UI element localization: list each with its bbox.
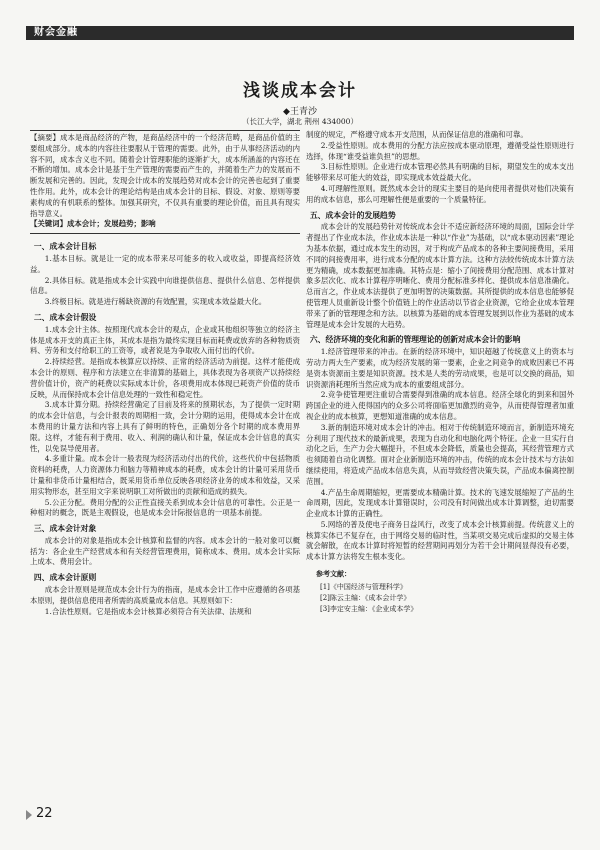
section-heading: 三、成本会计对象 [33, 524, 97, 534]
body-paragraph: 4.可理解性原则。既然成本会计的现实主要目的是向使用者提供对他们决策有用的成本信息，那么可理解性便是重要的一个质量特征。 [306, 183, 574, 204]
references [306, 569, 574, 615]
section-heading: 二、成本会计假设 [33, 312, 97, 322]
body-paragraph: 4.多重计量。成本会计一般表现为经济活动付出的代价，这些代价中包括物质资料的耗费，人力资源体力和脑力等精神成本的耗费，成本会计的计量可采用货币计量和非货币计量相结合，既采用货币单位反映各项经济业务的成本和效益，又采用实物形态，甚至用文字来说明职工对所做出的贡献和造成的损失。 [30, 454, 300, 496]
right-column [306, 130, 574, 615]
reference-item: [2]陈云主编：《成本会计学》 [320, 593, 411, 602]
body-paragraph: 1.经济管理带来的冲击。在新的经济环境中，知识超越了传统意义上的资本与劳动力两大生产要素，成为经济发展的第一要素，企业之间竞争的成败因素已不再是资本资源而主要是知识资源。技术是人类的劳动成果，也是可以交换的商品，知识资源消耗理所当然应成为成本的重要组成部分。 [306, 347, 574, 389]
article-title: 浅谈成本会计 [243, 81, 357, 101]
body-paragraph: 1.基本目标。就是让一定的成本带来尽可能多的收入或收益，即提高经济效益。 [30, 253, 300, 274]
body-paragraph: 成本会计原则是规范成本会计行为的指南，是成本会计工作中应遵循的各项基本原则，提供信息使用者所需的高质量成本信息。其原则如下： [30, 585, 300, 605]
body-paragraph: 成本会计的对象是指成本会计核算和监督的内容。成本会计的一般对象可以概括为：各企业生产经营成本和有关经营管理费用，简称成本、费用。成本会计实际上成本、费用会计。 [30, 535, 300, 567]
reference-item: [1]《中国经济与管理科学》 [320, 582, 407, 591]
section-heading: 四、成本会计原则 [33, 573, 97, 583]
article-author: ◆王青沙 [283, 107, 317, 117]
body-paragraph: 3.目标性原则。企业进行成本管理必然具有明确的目标，期望发生的成本支出能够带来尽可能大的效益，即实现成本效益最大化。 [306, 162, 574, 183]
abstract-text: 【摘要】成本是商品经济的产物，是商品经济中的一个经济范畴，是商品价值的主要组成部分。成本的内容往往要服从于管理的需要。此外，由于从事经济活动的内容不同，成本含义也不同。随着会计管理职能的逐渐扩大，成本所涵盖的内容还在不断的增加。成本会计是基于生产管理的需要而产生的，并随着生产力的发展而不断发展和完善的。因此，发现会计成本的发展趋势对成本会计的完善也起到了重要性作用。此外，成本会计的理论结构是由成本会计的目标、假设、对象、原则等要素构成的有机联系的整体。加强其研究，不仅具有重要的理论价值，而且具有现实指导意义。 [30, 133, 300, 218]
body-paragraph: 2.具体目标。就是指成本会计实践中向谁提供信息、提供什么信息、怎样提供信息。 [30, 275, 300, 296]
body-paragraph: 3.新的制造环境对成本会计的冲击。相对于传统制造环境而言，新制造环境充分利用了现代技术的最新成果，表现为自动化和电脑化两个特征。企业一旦实行自动化之后，生产力会大幅提升，不但成本会降低，质量也会提高，其经营管理方式也须随着自动化调整。面对企业新制造环境的冲击，传统的成本会计技术与方法如继续使用，将造成产品成本信息失真，从而导致经营决策失误，产品成本偏离控制范围。 [306, 422, 574, 486]
body-paragraph: 4.产品生命周期缩短，更需要成本精确计算。技术的飞速发展缩短了产品的生命周期，因此，发现成本计算错误时，公司没有时间做出成本计算调整，迫切需要企业成本计算的正确性。 [306, 487, 574, 519]
body-paragraph: 2.竞争使管理更注重切合需要得到准确的成本信息。经济全球化的到来和国外跨国企业的进入使得国内的众多公司将面临更加激烈的竞争，从而使得管理者加重视企业的成本核算，更想知道准确的成本信息。 [306, 390, 574, 421]
keywords: 【关键词】成本会计；发展趋势；影响 [30, 219, 156, 229]
page-number: 22 [36, 806, 53, 821]
section-header-bar [26, 26, 574, 40]
body-paragraph: 1.合法性原则。它是指成本会计核算必须符合有关法律、法规和 [44, 606, 252, 616]
page-marker-icon [26, 810, 32, 820]
section-heading: 五、成本会计的发展趋势 [309, 210, 396, 220]
body-paragraph: 5.公正分配。费用分配的公正性直接关系到成本会计信息的可靠性。公正是一种相对的概念，既是主观假设，也是成本会计际报信息的一项基本前提。 [30, 497, 300, 518]
body-paragraph: 成本会计的发展趋势针对传统成本会计不适应新经济环境的局面，国际会计学者提出了作业成本法，作业成本法是一种以“作业”为基础，以“成本驱动因素”理论为基本依据，通过成本发生的动因，对于构成产品成本的各种主要间接费用，采用不同的间接费用率，进行成本分配的成本计算方法。这种方法较传统成本计算方法更为精确，成本数据更加准确。其特点是：缩小了间接费用分配范围、成本计算对象多层次化、成本计算程序明晰化、费用分配标准多样化、提供成本信息准确化。总而言之，作业成本法提供了更加明智的决策数据。其所提供的成本信息也能够促使管理人员重新设计整个价值链上的作业活动以节省企业资源，它给企业成本管理带来了新的管理理念和方法。以核算为基础的成本管理发展到以作业为基础的成本管理是成本会计发展的大趋势。 [306, 222, 574, 329]
abstract-box [30, 130, 300, 234]
left-column [30, 130, 300, 617]
references-title: 参考文献： [316, 569, 351, 579]
body-paragraph: 3.终极目标。就是进行稀缺资源的有效配置，实现成本效益最大化。 [44, 297, 267, 307]
body-paragraph: 5.网络的普及使电子商务日益风行，改变了成本会计核算前提。传统意义上的核算实体已不复存在，由于网络交易的临时性，当某项交易完成后虚拟的交易主体就会解散，在成本计算时将短暂的经营期间再划分为若干会计期间显得没有必要，成本计算方法将发生根本变化。 [306, 519, 574, 562]
body-paragraph: 1.成本会计主体。按照现代成本会计的观点，企业或其他组织等独立的经济主体是成本开支的真正主体，其成本是指为最终实现目标而耗费或放弃的各种物质资料、劳务和支付给职工的工资等，或者说是为争取收入而付出的代价。 [30, 324, 300, 356]
body-paragraph: 制度的规定，严格遵守成本开支范围，从而保证信息的准确和可靠。 [306, 130, 528, 139]
body-paragraph: 2.持续经营。是指成本核算应以持续、正常的经济活动为前提。这样才能使成本会计的原则、程序和方法建立在非清算的基础上，具体表现为各项资产以持续经营价值计价，资产的耗费以实际成本计价，各项费用成本体现已耗资产价值的货币反映，从而保持成本会计信息处理的一致性和稳定性。 [30, 357, 300, 399]
right-column-body [306, 130, 574, 563]
article-affiliation: （长江大学，湖北 荆州 434000） [242, 117, 358, 126]
body-paragraph: 2.受益性原则。成本费用的分配方法应按成本驱动原理，遵循受益性原则进行选择，体现“谁受益谁负担”的思想。 [306, 140, 574, 161]
left-column-body [30, 242, 300, 617]
reference-item: [3]李定安主编：《企业成本学》 [320, 604, 418, 613]
section-label: 财会金融 [34, 27, 78, 38]
section-heading: 一、成本会计目标 [33, 242, 97, 252]
body-paragraph: 3.成本计算分期。持续经营确定了目前及将来的预期状态，为了提供一定时期的成本会计信息，与会计报表的周期相一致，会计分期的运用，使得成本会计在成本费用的计量方法和内容上具有了鲜明的特色，正确划分各个时期的成本费用界限。这样，才能有利于费用、收入、利润的确认和计量，保证成本会计信息的真实性，以免误导使用者。 [30, 400, 300, 453]
section-heading: 六、经济环境的变化和新的管理理论的创新对成本会计的影响 [309, 335, 521, 345]
